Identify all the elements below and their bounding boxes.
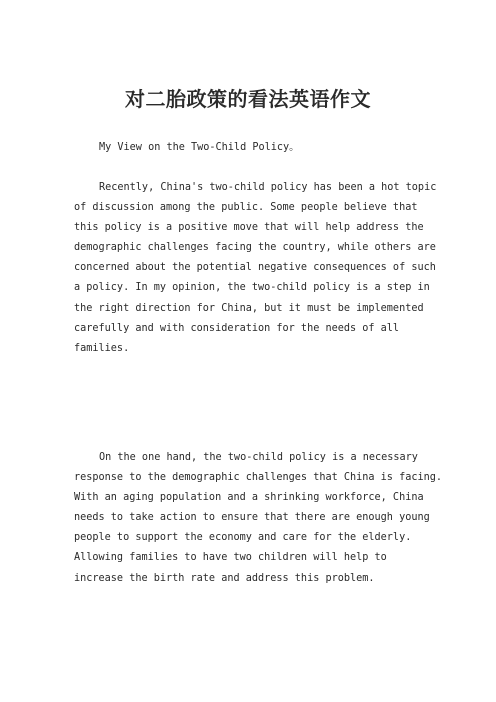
paragraph-line: Recently, China's two-child policy has been a hot topic [99,182,437,193]
paragraph-line: people to support the economy and care for the elderly. [74,532,412,544]
paragraph-line: the right direction for China, but it must be implemented [74,302,424,314]
paragraph-line: Allowing families to have two children will help to [74,552,387,564]
paragraph-line: carefully and with consideration for the needs of all [74,322,400,334]
paragraph-line: concerned about the potential negative consequences of such [74,262,436,274]
paragraph-line: families. [74,342,130,354]
paragraph-line: On the one hand, the two-child policy is a necessary [99,452,418,463]
paragraph-line: demographic challenges facing the country, while others are [74,242,436,254]
paragraph-line: needs to take action to ensure that there are enough young [74,512,430,524]
paragraph-1 [74,178,437,359]
paragraph-2 [74,448,443,589]
paragraph-line: increase the birth rate and address this problem. [74,572,375,584]
document-title: 对二胎政策的看法英语作文 [125,87,371,111]
paragraph-line: response to the demographic challenges that China is facing. [74,472,443,484]
paragraph-line: this policy is a positive move that will help address the [74,222,424,234]
paragraph-line: a policy. In my opinion, the two-child policy is a step in [74,282,430,294]
paragraph-line: With an aging population and a shrinking workforce, China [74,492,424,504]
document-subtitle: My View on the Two-Child Policy。 [99,142,300,153]
paragraph-line: of discussion among the public. Some people believe that [74,202,418,214]
